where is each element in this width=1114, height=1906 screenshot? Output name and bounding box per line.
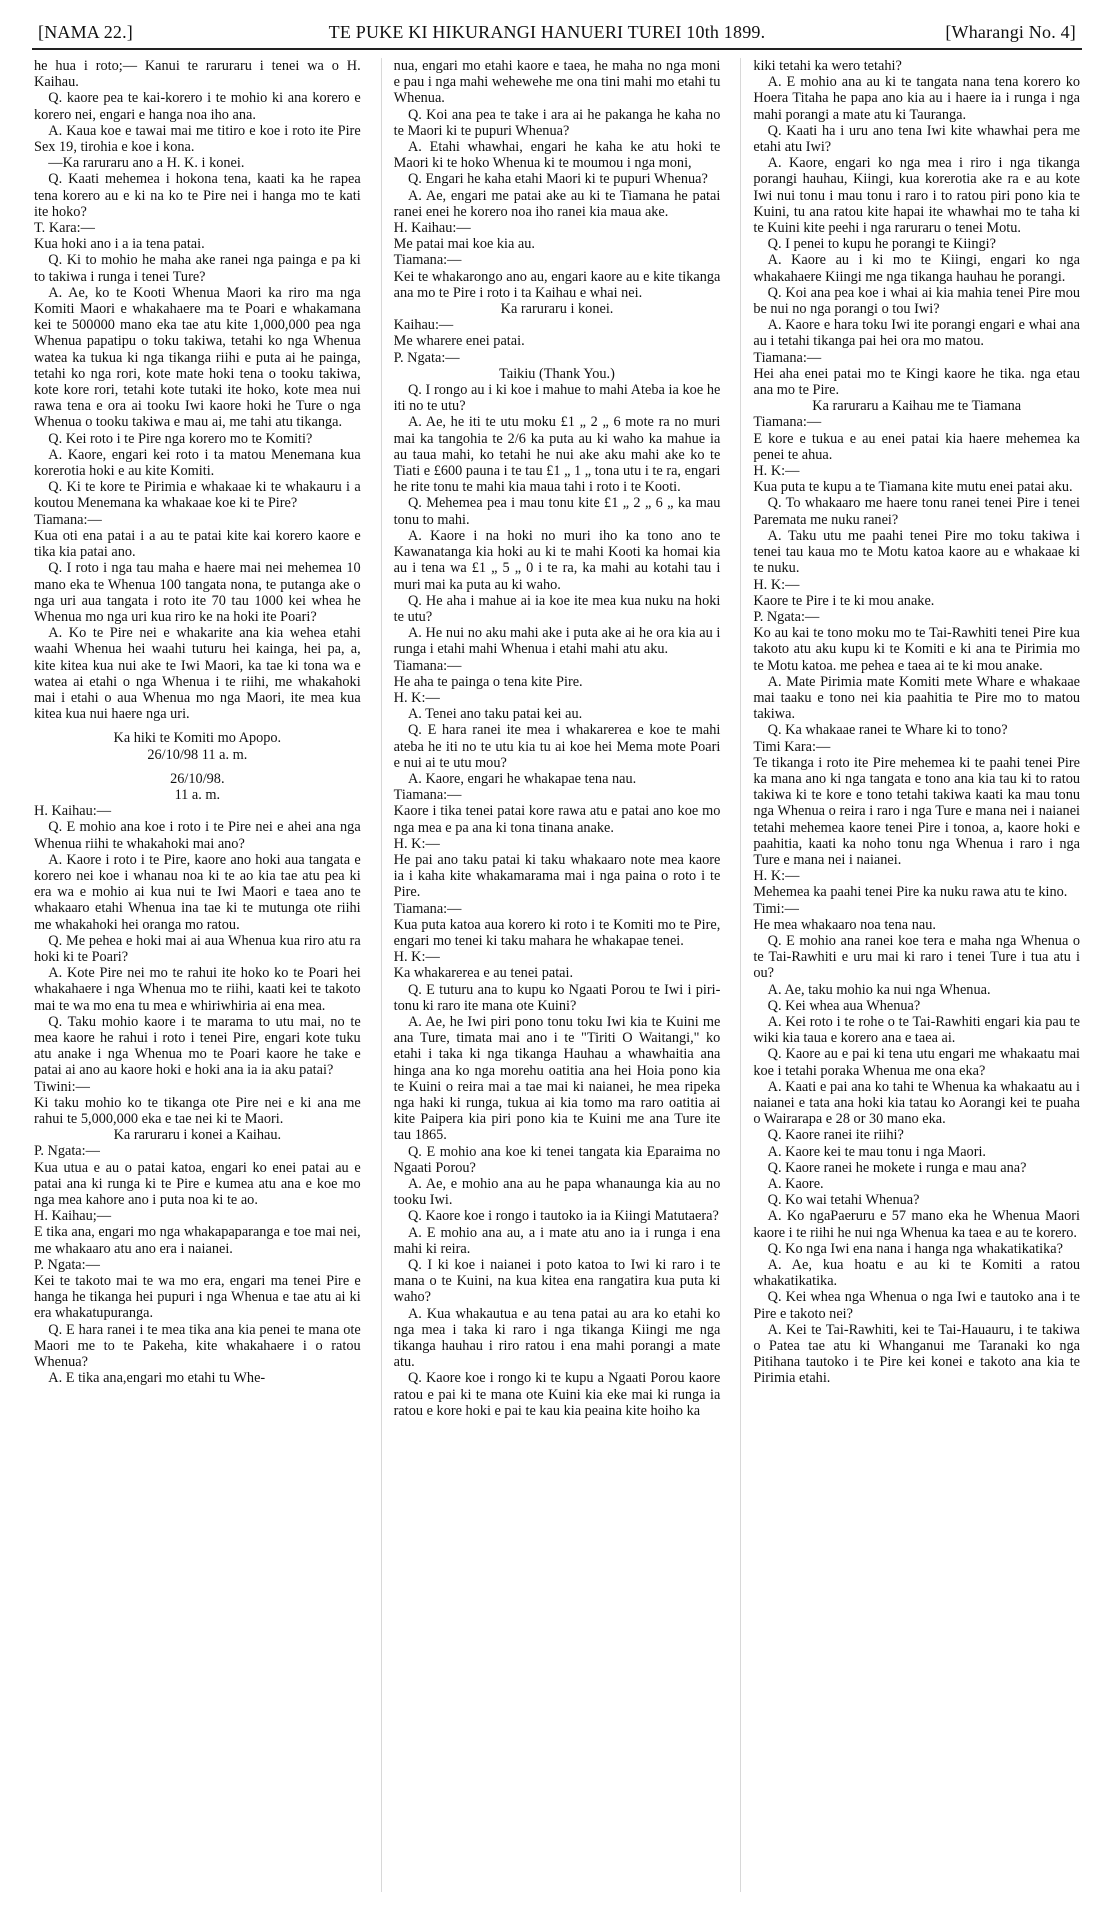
paragraph: Kua puta katoa aua korero ki roto i te Komiti mo te Pire, engari mo tenei ki taku mahara he whakapae tenei. [393, 916, 721, 949]
paragraph: A. Kaore. [767, 1176, 824, 1193]
paragraph: Kua utua e au o patai katoa, engari ko enei patai au e patai ana ki runga ki te Pire e kumea atu ana e koe mo nga mea kahore ano i puta noa ki te ao. [34, 1159, 361, 1209]
paragraph: Tiamana:— [753, 414, 822, 431]
paragraph: Q. Ki to mohio he maha ake ranei nga painga e pa ki to takiwa i runga i tenei Ture? [34, 252, 361, 285]
paragraph: Hei aha enei patai mo te Kingi kaore he tika. nga etau ana mo te Pire. [753, 365, 1081, 399]
paragraph: Ka raruraru a Kaihau me te Tiamana [812, 398, 1022, 415]
paragraph: Kua puta te kupu a te Tiamana kite mutu enei patai aku. [753, 479, 1073, 496]
paragraph: A. He nui no aku mahi ake i puta ake ai he ora kia au i runga i etahi mahi Whenua i etahi mahi atu aku. [393, 625, 721, 658]
paragraph: Mehemea ka paahi tenei Pire ka nuku rawa atu te kino. [753, 884, 1068, 901]
paragraph: A. Kaua koe e tawai mai me titiro e koe i roto ite Pire Sex 19, tirohia e koe i kona. [34, 122, 361, 156]
paragraph: Taikiu (Thank You.) [499, 365, 615, 382]
paragraph: A. E mohio ana au, a i mate atu ano ia i runga i ena mahi ki reira. [393, 1224, 721, 1257]
paragraph: Q. Koi ana pea te take i ara ai he pakanga he kaha no te Maori ki te pupuri Whenua? [393, 106, 721, 139]
paragraph: A. Kaati e pai ana ko tahi te Whenua ka whakaatu au i naianei e tata ana hoki kia tatau ko Aorangi kei te puaha o Wairarapa e 28 or 30 mano eka. [753, 1078, 1081, 1128]
paragraph: Tiamana:— [753, 349, 822, 366]
paragraph: Q. Ko nga Iwi ena nana i hanga nga whakatikatika? [767, 1240, 1063, 1257]
masthead-title: TE PUKE KI HIKURANGI HANUERI TUREI 10th 1899. [328, 22, 766, 42]
page-number: [Wharangi No. 4] [945, 22, 1076, 42]
paragraph: H. K:— [393, 689, 440, 706]
paragraph: H. Kaihau:— [393, 220, 471, 237]
paragraph: He pai ano taku patai ki taku whakaaro note mea kaore ia i kaha kite whakamarama mai i nga paina o roto i te Pire. [393, 851, 721, 901]
paragraph: Q. I rongo au i ki koe i mahue to mahi Ateba ia koe he iti no te utu? [393, 382, 721, 415]
paragraph: Kua oti ena patai i a au te patai kite kai korero kaore e tika kia patai ano. [34, 527, 361, 561]
paragraph: Q. I ki koe i naianei i poto katoa to Iwi ki raro i te mana o te Kuini, na kua kitea ena rangatira kua puta ki waho? [393, 1257, 721, 1306]
paragraph: Q. Kaati ha i uru ano tena Iwi kite whawhai pera me etahi atu Iwi? [753, 122, 1081, 156]
paragraph: Q. E tuturu ana to kupu ko Ngaati Porou te Iwi i piri-tonu ki raro ite mana ote Kuini? [393, 981, 721, 1014]
paragraph: A. E tika ana,engari mo etahi tu Whe- [48, 1370, 266, 1387]
paragraph: A. Kaore, engari he whakapae tena nau. [407, 770, 637, 787]
paragraph: A. Kua whakautua e au tena patai au ara ko etahi ko nga mea i taka ki raro i nga tikanga Kiingi me nga tikanga hauhau i riro ratou i ena mahi porangi a mate atu. [393, 1305, 721, 1371]
paragraph: A. Ko ngaPaeruru e 57 mano eka he Whenua Maori kaore i te riihi he nui nga Whenua ka taea e au te korero. [753, 1208, 1081, 1241]
paragraph: Q. Kaati mehemea i hokona tena, kaati ka he rapea tena korero au e ki na ko te Pire nei i hanga mo te kati ite hoko? [34, 171, 361, 220]
paragraph: nua, engari mo etahi kaore e taea, he maha no nga moni e pau i nga mahi wehewehe me ona tini mahi mo etahi tu Whenua. [393, 58, 721, 107]
paragraph: A. Kaore e hara toku Iwi ite porangi engari e whai ana au i tetahi tikanga pai hei ora mo matou. [753, 317, 1081, 350]
paragraph: He mea whakaaro noa tena nau. [753, 916, 936, 933]
paragraph: Q. Kaore ranei ite riihi? [767, 1127, 904, 1144]
paragraph: Q. I penei to kupu he porangi te Kiingi? [767, 236, 996, 253]
issue-number: [NAMA 22.] [38, 22, 133, 42]
paragraph: P. Ngata:— [34, 1143, 100, 1160]
paragraph: Me wharere enei patai. [393, 333, 525, 350]
paragraph: Timi Kara:— [753, 738, 831, 755]
column-1 [32, 58, 363, 1892]
paragraph: Kei te takoto mai te wa mo era, engari ma tenei Pire e hanga he tikanga hei pupuri i nga Whenua e tae atu ai ki era whakatupuranga. [34, 1273, 361, 1322]
paragraph: Tiamana:— [393, 900, 462, 917]
paragraph: A. Taku utu me paahi tenei Pire mo toku takiwa i tenei tau kaua mo te Motu katoa kaore au e whakaae ki te nuku. [753, 527, 1081, 577]
paragraph: A. Kaore i roto i te Pire, kaore ano hoki aua tangata e korero nei koe i whanau noa ki te ao kia tae atu pea ki era wa e mohio ai kua nui te Iwi Maori e taea ano te whakaaro etahi Whenua ina tae ki te mutunga ote riihi me whakahoki hei oranga mo ratou. [34, 851, 361, 933]
paragraph: Q. kaore pea te kai-korero i te mohio ki ana korero e korero nei, engari e hanga noa iho ana. [34, 90, 361, 123]
paragraph: Kaore i tika tenei patai kore rawa atu e patai ano koe mo nga mea e pa ana ki tona tinana anake. [393, 803, 721, 836]
paragraph: Q. To whakaaro me haere tonu ranei tenei Pire i tenei Paremata me nuku ranei? [753, 495, 1081, 528]
paragraph: Q. E hara ranei i te mea tika ana kia penei te mana ote Maori me to te Pakeha, kite whakahaere i o ratou Whenua? [34, 1321, 361, 1371]
paragraph: A. Kei te Tai-Rawhiti, kei te Tai-Hauauru, i te takiwa o Patea tae atu ki Whanganui me Taranaki ko nga Pitihana tautoko i te Pire kei konei e takoto ana kia te Pirimia etahi. [753, 1321, 1081, 1387]
paragraph: A. Ae, kua hoatu e au ki te Komiti a ratou whakatikatika. [753, 1257, 1081, 1290]
paragraph: P. Ngata:— [393, 349, 460, 366]
paragraph: Q. Me pehea e hoki mai ai aua Whenua kua riro atu ra hoki ki te Poari? [34, 932, 361, 965]
paragraph: Q. Kaore koe i rongo ki te kupu a Ngaati Porou kaore ratou e pai ki te mana ote Kuini kia eke mai ki runga ia ratou e kore hoki e pai te kau kia peaina kite hoiho ka [393, 1370, 721, 1419]
paragraph: H. K:— [753, 576, 800, 593]
paragraph: Q. Kaore ranei he mokete i runga e mau ana? [767, 1159, 1027, 1176]
paragraph: Tiamana:— [393, 787, 462, 804]
text-columns [32, 58, 1082, 1892]
paragraph: —Ka raruraru ano a H. K. i konei. [48, 155, 245, 172]
paragraph: T. Kara:— [34, 220, 95, 237]
paragraph: Q. Kei roto i te Pire nga korero mo te Komiti? [48, 430, 313, 447]
newspaper-page [32, 14, 1082, 1894]
paragraph: H. K:— [393, 835, 440, 852]
paragraph: Kua hoki ano i a ia tena patai. [34, 236, 205, 253]
paragraph: A. Kote Pire nei mo te rahui ite hoko ko te Poari hei whakahaere i nga Whenua mo te riihi, kaati kei te takoto mai te wa mo ena tu mea e whiriwhiria ai ena mea. [34, 965, 361, 1014]
paragraph: A. Ae, ko te Kooti Whenua Maori ka riro ma nga Komiti Maori e whakahaere ma te Poari e whakamana kei te 500000 mano eka tae atu kite 1,000,000 pea nga Whenua papatipu o toku takiwa, tetahi ko nga Whenua watea ka tukua ki nga tikanga riihi e puta ai he painga, tetahi ko nga rori, kote mate hoki tena o tooku takiwa, kote kore rori, tetahi kote tutaki ite hoko, kote mea nui rawa tena e ora ai tooku Iwi kaore hoki he Ture o nga Whenua o tooku takiwa e mau ai, me tahi atu tikanga. [34, 284, 361, 431]
paragraph: Kaihau:— [393, 317, 454, 334]
paragraph: Q. Kei whea aua Whenua? [767, 997, 921, 1014]
column-3 [740, 58, 1082, 1892]
paragraph: Tiamana:— [393, 252, 462, 269]
paragraph: A. Kei roto i te rohe o te Tai-Rawhiti engari kia pau te wiki kia taua e korero ana e taea ai. [753, 1013, 1081, 1047]
paragraph: he hua i roto;— Kanui te raruraru i tenei wa o H. Kaihau. [34, 58, 361, 91]
paragraph: A. Kaore, engari ko nga mea i riro i nga tikanga porangi hauhau, Kiingi, kua korerotia ake ra e au kote Iwi nui tonu i mau tonu i raro i to ratou piri pono kia te Kuini, tu ana ratou kite hapai ite whawhai mo te taha ki te Kuini kite peehi i nga raruraru o tenei Motu. [753, 155, 1081, 237]
paragraph: H. K:— [753, 463, 800, 480]
paragraph: Q. He aha i mahue ai ia koe ite mea kua nuku na hoki te utu? [393, 592, 721, 625]
paragraph: A. Tenei ano taku patai kei au. [407, 706, 583, 723]
paragraph: Q. Kaore au e pai ki tena utu engari me whakaatu mai koe i tetahi poraka Whenua me ona eka? [753, 1046, 1081, 1079]
paragraph: Q. Ko wai tetahi Whenua? [767, 1192, 920, 1209]
paragraph: A. Ko te Pire nei e whakarite ana kia wehea etahi waahi Whenua hei waahi tuturu hei kainga, hei pa, a, kite kitea kua nui ake te Iwi Maori, ka tae ki tona wa e watea ai etahi o nga Whenua i te riihi, me whakahoki mai i etahi o aua Whenua mo nga Maori, ite mea kua kitea kua nui haere nga uri. [34, 625, 361, 723]
paragraph: 11 a. m. [174, 786, 221, 803]
paragraph: kiki tetahi ka wero tetahi? [753, 58, 902, 74]
paragraph: Q. E hara ranei ite mea i whakarerea e koe te mahi ateba he iti no te utu kia tu ai koe hei Mema mote Poari e nui ai te utu mou? [393, 722, 721, 771]
paragraph: A. Kaore, engari kei roto i ta matou Menemana kua korerotia hoki e au kite Komiti. [34, 446, 361, 480]
paragraph: A. Etahi whawhai, engari he kaha ke atu hoki te Maori ki te hoko Whenua ki te moumou i nga moni, [393, 139, 721, 172]
paragraph: He aha te painga o tena kite Pire. [393, 673, 583, 690]
paragraph: P. Ngata:— [753, 608, 820, 625]
paragraph: Q. E mohio ana koe i roto i te Pire nei e ahei ana nga Whenua riihi te whakahoki mai ano? [34, 819, 361, 852]
paragraph: Tiamana:— [393, 657, 462, 674]
paragraph: Q. Kaore koe i rongo i tautoko ia ia Kiingi Matutaera? [407, 1208, 719, 1225]
paragraph: Tiwini:— [34, 1078, 90, 1095]
column-2 [381, 58, 723, 1892]
paragraph: A. Kaore i na hoki no muri iho ka tono ano te Kawanatanga kia hoki au ki te mahi Kooti ka homai kia au i tena wa £1 „ 5 „ 0 i te ra, ka mahi au kotahi tau i muri mai ka puta au ki waho. [393, 527, 721, 593]
paragraph: Ka raruraru i konei a Kaihau. [113, 1127, 282, 1144]
paragraph: Q. Mehemea pea i mau tonu kite £1 „ 2 „ 6 „ ka mau tonu to mahi. [393, 495, 721, 528]
paragraph: A. Kaore kei te mau tonu i nga Maori. [767, 1143, 987, 1160]
paragraph: Kaore te Pire i te ki mou anake. [753, 592, 935, 609]
paragraph: Ka raruraru i konei. [500, 301, 614, 318]
paragraph: E tika ana, engari mo nga whakapaparanga e toe mai nei, me whakaaro atu ano era i naianei. [34, 1224, 361, 1257]
paragraph: Ko au kai te tono moku mo te Tai-Rawhiti tenei Pire kua takoto atu aku kupu ki te Komiti e ki ana te Pirimia mo te Motu katoa. me pehea e taea ai te ki mou anake. [753, 625, 1081, 674]
paragraph: 26/10/98 11 a. m. [147, 746, 248, 763]
paragraph: H. Kaihau:— [34, 803, 112, 820]
paragraph: A. Ae, e mohio ana au he papa whanaunga kia au no tooku Iwi. [393, 1176, 721, 1209]
paragraph: Q. Ka whakaae ranei te Whare ki to tono? [767, 722, 1008, 739]
paragraph: Ka whakarerea e au tenei patai. [393, 965, 574, 982]
paragraph: A. Ae, he iti te utu moku £1 „ 2 „ 6 mote ra no muri mai ka tangohia te 2/6 ka puta au ki waho ka mahue ia au taua mahi, ko tetahi he nui ake aku mahi ake ko te Tiati e £600 pauna i te tau £1 „ 1 „ tona utu i te ra, engari he rite tonu te mahi kia maua tahi i roto i te Kooti. [393, 414, 721, 496]
paragraph: Q. Taku mohio kaore i te marama to utu mai, no te mea kaore he rahui i roto i tenei Pire, engari kote tuku atu anake i nga Whenua mo te Poari kaore he take e patai ai ano au kaore hoki e hoki ana ia ia aku patai? [34, 1013, 361, 1079]
paragraph: H. K:— [393, 949, 440, 966]
paragraph: Q. Ki te kore te Pirimia e whakaae ki te whakauru i a koutou Menemana ka whakaae koe ki te Pire? [34, 479, 361, 512]
paragraph: Q. Kei whea nga Whenua o nga Iwi e tautoko ana i te Pire e takoto nei? [753, 1289, 1081, 1322]
paragraph: H. Kaihau;— [34, 1208, 112, 1225]
paragraph: Me patai mai koe kia au. [393, 236, 536, 253]
paragraph: Te tikanga i roto ite Pire mehemea ki te paahi tenei Pire ka mana ano ki nga tangata e tono ana kia tau ki to ratou takiwa ki te kore e tono tetahi takiwa kaati ka mau tonu nga Whenua o reira i raro i nga Ture e mana nei i naianei tetahi mehemea kaore tenei Pire i tonoa, a, kaore hoki e paahitia, kaati ka noho tonu nga Whenua i raro i nga Ture e mana nei i naianei. [753, 754, 1081, 868]
paragraph: Ka hiki te Komiti mo Apopo. [113, 730, 282, 747]
paragraph: A. Ae, engari me patai ake au ki te Tiamana he patai ranei enei he korero noa iho ranei kia maua ake. [393, 187, 721, 220]
paragraph: E kore e tukua e au enei patai kia haere mehemea ka penei te ahua. [753, 430, 1081, 463]
paragraph: A. Mate Pirimia mate Komiti mete Whare e whakaae mai taaku e tono nei kia paahitia te Pire mo to matou takiwa. [753, 673, 1081, 723]
page-header [32, 14, 1082, 50]
paragraph: P. Ngata:— [34, 1256, 100, 1273]
paragraph: A. E mohio ana au ki te tangata nana tena korero ko Hoera Titaha he papa ano kia au i haere ia i runga i nga mahi porangi a mate atu ki Tauranga. [753, 74, 1081, 123]
paragraph: Q. I roto i nga tau maha e haere mai nei mehemea 10 mano eka te Whenua 100 tangata nona, te putanga ake o nga uri aua tangata i roto ite 70 tau 1000 kei whea he Whenua mo nga uri kua riro ke na hoki ite Poari? [34, 560, 361, 625]
paragraph: Q. Koi ana pea koe i whai ai kia mahia tenei Pire mou be nui no nga porangi o tou Iwi? [753, 284, 1081, 318]
paragraph: 26/10/98. [170, 770, 225, 787]
paragraph: Q. Engari he kaha etahi Maori ki te pupuri Whenua? [407, 171, 708, 188]
paragraph: Ki taku mohio ko te tikanga ote Pire nei e ki ana me rahui te 5,000,000 eka e tae nei ki te Maori. [34, 1094, 361, 1127]
paragraph: A. Kaore au i ki mo te Kiingi, engari ko nga whakahaere Kiingi me nga tikanga hauhau he porangi. [753, 252, 1081, 285]
paragraph: A. Ae, he Iwi piri pono tonu toku Iwi kia te Kuini me ana Ture, timata mai ano i te "Tiriti O Waitangi," ko etahi i taka ki nga tikanga Hauhau a whawhaitia ana hinga ana ko nga morehu oatitia ana hei Hoia pono kia te Kuini o reira mai a tae mai ki naianei, he mea ripeka nga haki ki runga, tukua ai kia tomo ma raro oatitia ai kite Paipera kia piri pono kia te Kuini me ana Ture ite tau 1865. [393, 1013, 721, 1144]
paragraph: Q. E mohio ana ranei koe tera e maha nga Whenua o te Tai-Rawhiti e uru mai ki raro i tenei Ture i tua atu i ou? [753, 932, 1081, 982]
paragraph: Timi:— [753, 900, 799, 917]
paragraph: Kei te whakarongo ano au, engari kaore au e kite tikanga ana mo te Pire i roto i ta Kaihau e whai nei. [393, 268, 721, 301]
paragraph: Tiamana:— [34, 511, 102, 528]
paragraph: H. K:— [753, 868, 800, 885]
paragraph: Q. E mohio ana koe ki tenei tangata kia Eparaima no Ngaati Porou? [393, 1143, 721, 1176]
paragraph: A. Ae, taku mohio ka nui nga Whenua. [767, 981, 991, 998]
